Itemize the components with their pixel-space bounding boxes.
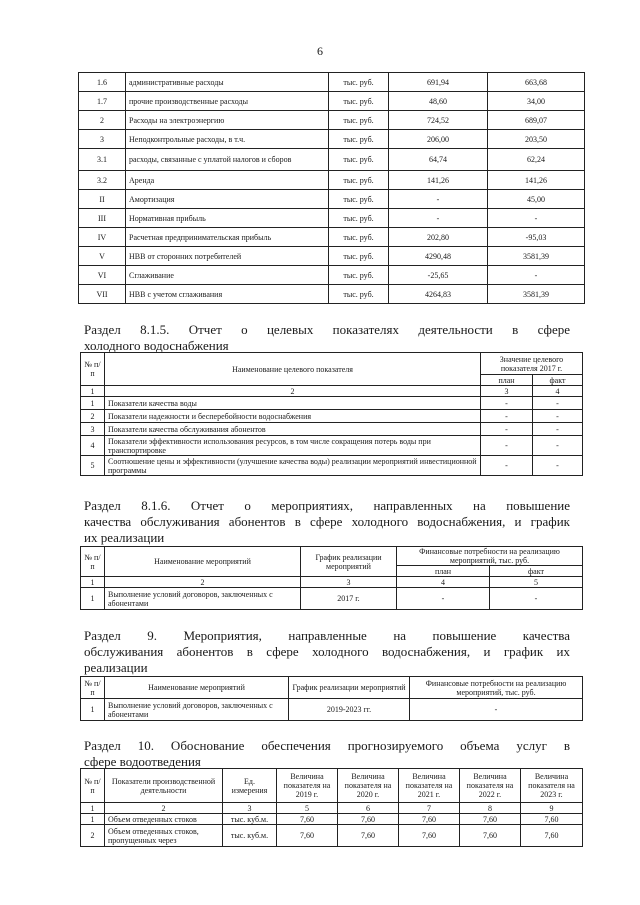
cell: 3 [79, 130, 126, 149]
cell: - [481, 410, 533, 423]
cell: IV [79, 228, 126, 247]
cell: тыс. руб. [329, 111, 389, 130]
cell: - [533, 436, 583, 456]
cell: - [410, 699, 583, 721]
cell: 7,60 [521, 814, 583, 825]
cell: Ед. измерения [223, 769, 277, 803]
cell: 9 [521, 803, 583, 814]
cell: тыс. руб. [329, 190, 389, 209]
cell: 2 [81, 825, 105, 847]
col-name-header: Наименование мероприятий [105, 547, 301, 577]
table-row [79, 73, 585, 92]
cell: 4290,48 [389, 247, 488, 266]
table-row [81, 803, 583, 814]
cell: тыс. руб. [329, 73, 389, 92]
col-plan-header: план [397, 566, 490, 577]
cell: Соотношение цены и эффективности (улучшение качества воды) реализации мероприятий инвестиционной программы [105, 456, 481, 476]
cell: 141,26 [389, 171, 488, 190]
cell: 7,60 [460, 814, 521, 825]
cell: тыс. руб. [329, 285, 389, 304]
table-row [79, 228, 585, 247]
cell: 7,60 [521, 825, 583, 847]
table-row [81, 423, 583, 436]
cell: Показатели производственной деятельности [105, 769, 223, 803]
cell: 3.1 [79, 149, 126, 171]
cell: 7,60 [338, 825, 399, 847]
cell: - [389, 209, 488, 228]
col-value-header: Значение целевого показателя 2017 г. [481, 353, 583, 375]
cell: VI [79, 266, 126, 285]
cell: - [533, 423, 583, 436]
cell: Выполнение условий договоров, заключенных с абонентами [105, 699, 289, 721]
cell: Показатели эффективности использования ресурсов, в том числе сокращения потерь воды при транспортировке [105, 436, 481, 456]
cell: 663,68 [488, 73, 585, 92]
cell: 7,60 [277, 814, 338, 825]
cell: Величина показателя на 2023 г. [521, 769, 583, 803]
cell: тыс. руб. [329, 247, 389, 266]
cell: 1 [81, 814, 105, 825]
cell: 1.6 [79, 73, 126, 92]
cell: 689,07 [488, 111, 585, 130]
cell: Объем отведенных стоков, пропущенных через [105, 825, 223, 847]
cell: 724,52 [389, 111, 488, 130]
table-row [79, 285, 585, 304]
cell: тыс. куб.м. [223, 825, 277, 847]
col-fact-header: факт [533, 375, 583, 386]
table-row [81, 436, 583, 456]
index-cell: 5 [490, 577, 583, 588]
cell: 2 [79, 111, 126, 130]
cell: 2019-2023 гг. [289, 699, 410, 721]
table-row [79, 111, 585, 130]
section-815-heading: Раздел 8.1.5. Отчет о целевых показателях деятельности в сфере холодного водоснабжения [84, 322, 570, 353]
cell: тыс. руб. [329, 149, 389, 171]
table-row [81, 456, 583, 476]
cell: 45,00 [488, 190, 585, 209]
cell: тыс. руб. [329, 228, 389, 247]
table-row [79, 247, 585, 266]
col-fin-header: Финансовые потребности на реализацию мероприятий, тыс. руб. [397, 547, 583, 566]
cell: 7,60 [338, 814, 399, 825]
cell: 1.7 [79, 92, 126, 111]
cell: расходы, связанные с уплатой налогов и сборов [126, 149, 329, 171]
section-10-heading: Раздел 10. Обоснование обеспечения прогнозируемого объема услуг в сфере водоотведения [84, 738, 570, 769]
col-name-header: Наименование мероприятий [105, 677, 289, 699]
index-cell: 4 [533, 386, 583, 397]
cell: - [533, 456, 583, 476]
cell: 2017 г. [301, 588, 397, 610]
cell: № п/п [81, 769, 105, 803]
index-cell: 3 [301, 577, 397, 588]
col-plan-header: план [481, 375, 533, 386]
cell: Аренда [126, 171, 329, 190]
cell: VII [79, 285, 126, 304]
cell: - [533, 397, 583, 410]
cell: Расчетная предпринимательская прибыль [126, 228, 329, 247]
table-row [79, 149, 585, 171]
cell: 7,60 [399, 825, 460, 847]
cell: 1 [81, 803, 105, 814]
col-num-header: № п/п [81, 547, 105, 577]
cell: тыс. руб. [329, 266, 389, 285]
cell: 691,94 [389, 73, 488, 92]
table-row [81, 410, 583, 423]
cell: - [389, 190, 488, 209]
table-row [81, 397, 583, 410]
section-816-heading: Раздел 8.1.6. Отчет о мероприятиях, направленных на повышение качества обслуживания абонентов в сфере холодного водоснабжения, и график их реализации [84, 498, 570, 545]
cell: 8 [460, 803, 521, 814]
cell: Показатели надежности и бесперебойности водоснабжения [105, 410, 481, 423]
table-row [79, 209, 585, 228]
cell: 3 [81, 423, 105, 436]
cell: 6 [338, 803, 399, 814]
cell: III [79, 209, 126, 228]
index-cell: 2 [105, 577, 301, 588]
table-row [81, 769, 583, 803]
cell: НВВ от сторонних потребителей [126, 247, 329, 266]
col-name-header: Наименование целевого показателя [105, 353, 481, 386]
cell: 3581,39 [488, 285, 585, 304]
table-row [79, 266, 585, 285]
col-fin-header: Финансовые потребности на реализацию мероприятий, тыс. руб. [410, 677, 583, 699]
cell: Расходы на электроэнергию [126, 111, 329, 130]
cell: -25,65 [389, 266, 488, 285]
cell: 3.2 [79, 171, 126, 190]
forecast-table [80, 768, 583, 847]
cell: 1 [81, 699, 105, 721]
cell: 7,60 [460, 825, 521, 847]
cell: 7,60 [277, 825, 338, 847]
cell: 4 [81, 436, 105, 456]
cell: 206,00 [389, 130, 488, 149]
cell: тыс. руб. [329, 130, 389, 149]
index-cell: 1 [81, 386, 105, 397]
cell: - [488, 209, 585, 228]
cell: - [481, 436, 533, 456]
cell: - [533, 410, 583, 423]
table-row [79, 130, 585, 149]
measures-plan-table [80, 676, 583, 721]
table-row [81, 588, 583, 610]
cell: Выполнение условий договоров, заключенных с абонентами [105, 588, 301, 610]
cell: Величина показателя на 2020 г. [338, 769, 399, 803]
cell: - [488, 266, 585, 285]
cell: 48,60 [389, 92, 488, 111]
table-row [79, 92, 585, 111]
table-row [81, 814, 583, 825]
target-indicators-table [80, 352, 583, 476]
table-row [81, 699, 583, 721]
cell: Величина показателя на 2022 г. [460, 769, 521, 803]
cell: 62,24 [488, 149, 585, 171]
expenses-table [78, 72, 585, 304]
cell: прочие производственные расходы [126, 92, 329, 111]
cell: тыс. руб. [329, 92, 389, 111]
cell: 5 [277, 803, 338, 814]
table-row [79, 190, 585, 209]
cell: тыс. руб. [329, 171, 389, 190]
cell: V [79, 247, 126, 266]
cell: 2 [81, 410, 105, 423]
measures-report-table [80, 546, 583, 610]
cell: Нормативная прибыль [126, 209, 329, 228]
cell: 3 [223, 803, 277, 814]
cell: Объем отведенных стоков [105, 814, 223, 825]
col-fact-header: факт [490, 566, 583, 577]
table-row [81, 825, 583, 847]
cell: - [481, 456, 533, 476]
cell: - [397, 588, 490, 610]
col-schedule-header: График реализации мероприятий [301, 547, 397, 577]
cell: 1 [81, 588, 105, 610]
cell: 3581,39 [488, 247, 585, 266]
col-schedule-header: График реализации мероприятий [289, 677, 410, 699]
table-row [79, 171, 585, 190]
cell: - [481, 423, 533, 436]
index-cell: 1 [81, 577, 105, 588]
cell: Неподконтрольные расходы, в т.ч. [126, 130, 329, 149]
cell: 7,60 [399, 814, 460, 825]
col-num-header: № п/п [81, 353, 105, 386]
cell: - [481, 397, 533, 410]
cell: 202,80 [389, 228, 488, 247]
index-cell: 3 [481, 386, 533, 397]
cell: 64,74 [389, 149, 488, 171]
cell: -95,03 [488, 228, 585, 247]
cell: Величина показателя на 2019 г. [277, 769, 338, 803]
col-num-header: № п/п [81, 677, 105, 699]
cell: тыс. руб. [329, 209, 389, 228]
cell: Величина показателя на 2021 г. [399, 769, 460, 803]
cell: Сглаживание [126, 266, 329, 285]
cell: - [490, 588, 583, 610]
cell: Амортизация [126, 190, 329, 209]
cell: административные расходы [126, 73, 329, 92]
cell: НВВ с учетом сглаживания [126, 285, 329, 304]
cell: 7 [399, 803, 460, 814]
cell: тыс. куб.м. [223, 814, 277, 825]
cell: Показатели качества обслуживания абонентов [105, 423, 481, 436]
cell: 5 [81, 456, 105, 476]
cell: 2 [105, 803, 223, 814]
section-9-heading: Раздел 9. Мероприятия, направленные на повышение качества обслуживания абонентов в сфере холодного водоснабжения, и график их реализации [84, 628, 570, 675]
cell: Показатели качества воды [105, 397, 481, 410]
cell: 203,50 [488, 130, 585, 149]
cell: 4264,83 [389, 285, 488, 304]
cell: 34,00 [488, 92, 585, 111]
index-cell: 4 [397, 577, 490, 588]
cell: 1 [81, 397, 105, 410]
cell: 141,26 [488, 171, 585, 190]
index-cell: 2 [105, 386, 481, 397]
page-number: 6 [317, 44, 323, 58]
cell: II [79, 190, 126, 209]
